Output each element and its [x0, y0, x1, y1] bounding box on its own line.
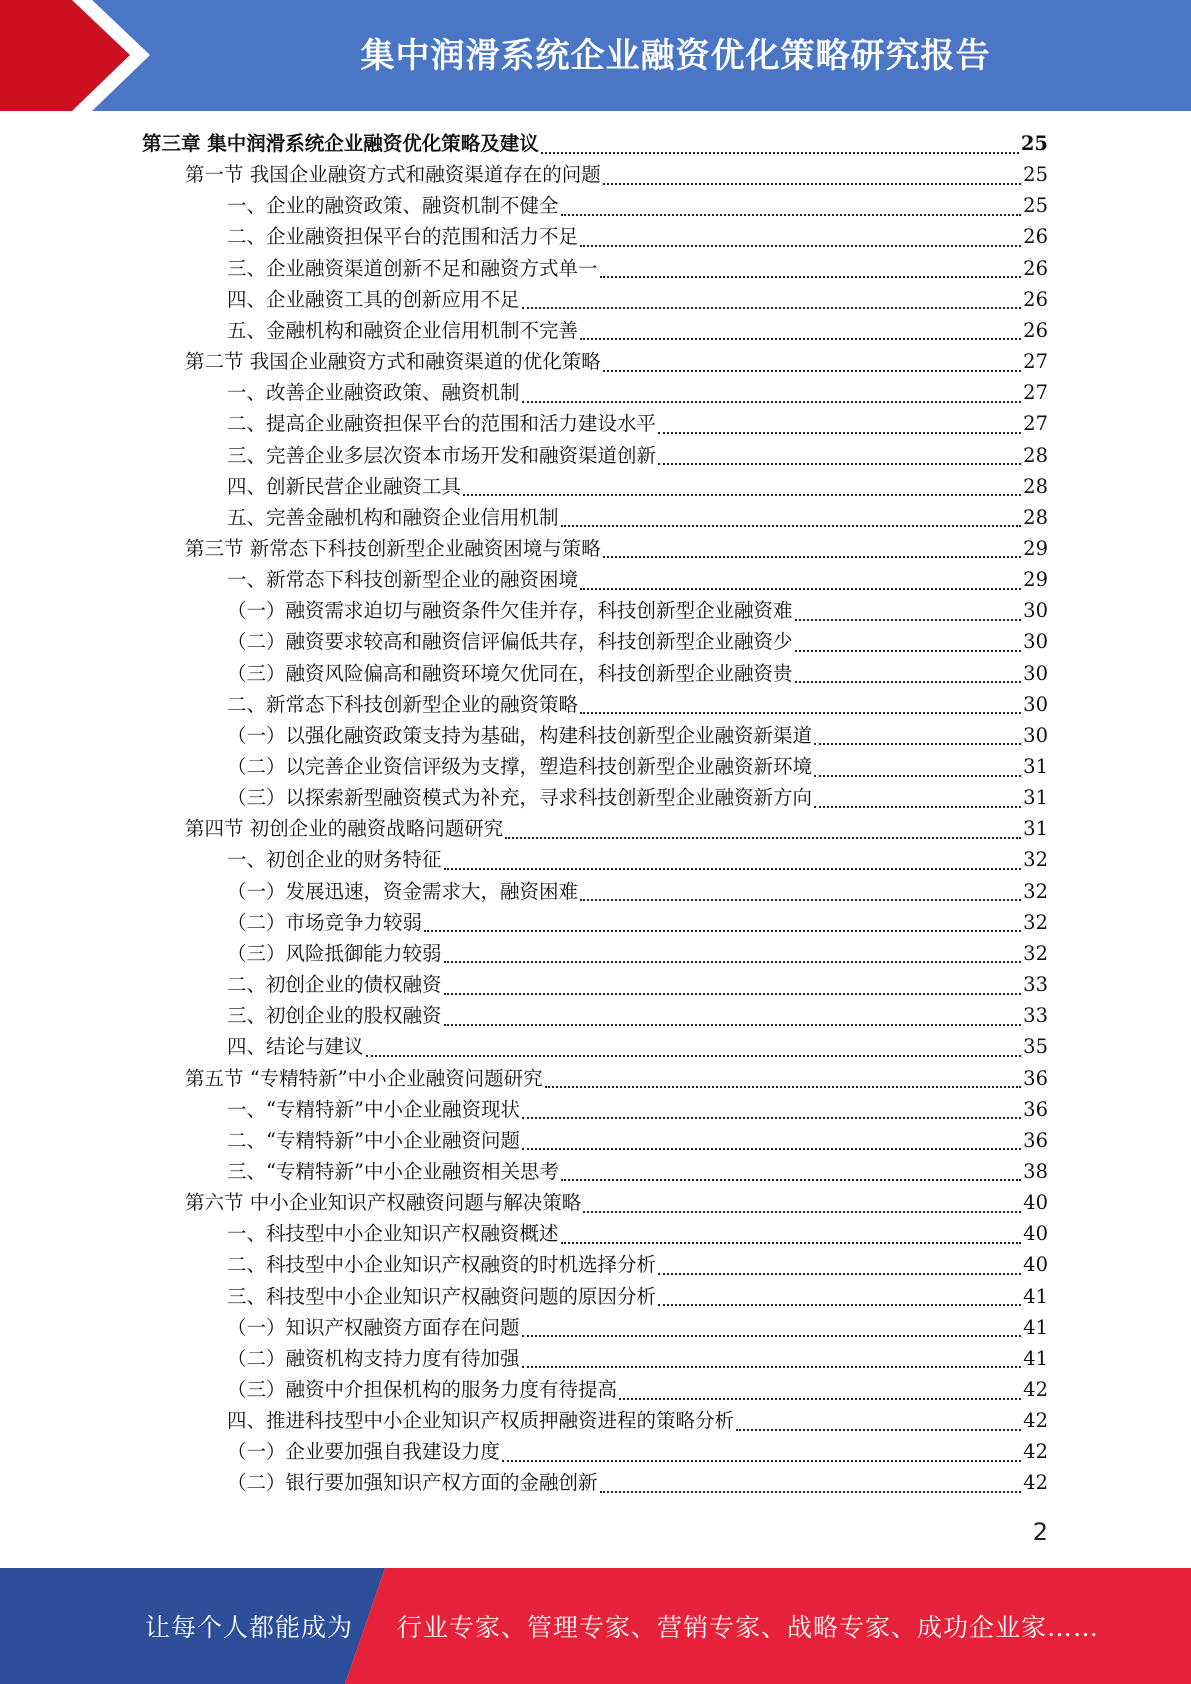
toc-subsection-entry[interactable]	[227, 1156, 1048, 1187]
toc-entry-title: （二）融资要求较高和融资信评偏低共存，科技创新型企业融资少	[227, 630, 793, 654]
toc-subsection-entry[interactable]	[227, 190, 1048, 221]
toc-entry-title: （三）融资风险偏高和融资环境欠优同在，科技创新型企业融资贵	[227, 661, 793, 685]
toc-entry-title: 二、“专精特新”中小企业融资问题	[227, 1128, 520, 1152]
toc-dot-leader	[658, 432, 1021, 434]
toc-dot-leader	[658, 463, 1021, 465]
toc-entry-title: （二）银行要加强知识产权方面的金融创新	[227, 1471, 598, 1495]
toc-entry-title: （二）以完善企业资信评级为支撑，塑造科技创新型企业融资新环境	[227, 755, 813, 778]
toc-entry-page: 25	[1023, 163, 1048, 187]
toc-dot-leader	[814, 806, 1021, 808]
toc-entry-page: 31	[1023, 755, 1048, 778]
toc-entry-page: 41	[1023, 1346, 1048, 1370]
toc-dot-leader	[580, 712, 1021, 714]
toc-entry-page: 30	[1023, 661, 1048, 685]
toc-entry-title: （三）以探索新型融资模式为补充，寻求科技创新型企业融资新方向	[227, 786, 813, 810]
toc-subsection-entry[interactable]	[227, 440, 1048, 471]
toc-entry-page: 42	[1023, 1409, 1048, 1433]
toc-entry-title: 第一节 我国企业融资方式和融资渠道存在的问题	[185, 163, 601, 187]
toc-dot-leader	[795, 650, 1022, 652]
toc-subsection-entry[interactable]	[227, 876, 1048, 907]
toc-entry-title: 第二节 我国企业融资方式和融资渠道的优化策略	[185, 350, 601, 374]
toc-entry-page: 42	[1023, 1471, 1048, 1495]
toc-entry-page: 33	[1023, 1004, 1048, 1028]
toc-dot-leader	[583, 1211, 1021, 1213]
toc-dot-leader	[580, 245, 1021, 247]
toc-dot-leader	[561, 214, 1022, 216]
page-header	[0, 0, 1191, 111]
toc-entry-title: 一、改善企业融资政策、融资机制	[227, 381, 520, 405]
toc-subsection-entry[interactable]	[227, 782, 1048, 813]
toc-entry-page: 28	[1023, 505, 1048, 529]
toc-entry-page: 27	[1023, 381, 1048, 405]
toc-entry-title: 一、“专精特新”中小企业融资现状	[227, 1097, 520, 1121]
toc-dot-leader	[561, 1242, 1022, 1244]
toc-dot-leader	[561, 1179, 1021, 1181]
toc-entry-page: 40	[1023, 1191, 1048, 1215]
toc-entry-title: （二）融资机构支持力度有待加强	[227, 1346, 520, 1370]
toc-entry-page: 32	[1023, 910, 1048, 934]
toc-entry-title: 一、科技型中小企业知识产权融资概述	[227, 1222, 559, 1246]
toc-subsection-entry[interactable]	[227, 253, 1048, 284]
toc-entry-page: 28	[1023, 443, 1048, 467]
toc-entry-title: （一）企业要加强自我建设力度	[227, 1440, 501, 1464]
toc-entry-page: 29	[1023, 568, 1048, 592]
toc-subsection-entry[interactable]	[227, 1467, 1048, 1498]
toc-subsection-entry[interactable]	[227, 907, 1048, 938]
toc-chapter-entry[interactable]	[142, 128, 1048, 159]
toc-entry-page: 30	[1023, 692, 1048, 716]
toc-subsection-entry[interactable]	[227, 1343, 1048, 1374]
footer-slogan-right: 行业专家、管理专家、营销专家、战略专家、成功企业家……	[397, 1613, 1100, 1642]
toc-entry-title: 三、企业融资渠道创新不足和融资方式单一	[227, 256, 598, 280]
toc-entry-page: 31	[1023, 817, 1048, 841]
toc-dot-leader	[561, 525, 1022, 527]
page-number: 2	[1032, 1518, 1048, 1546]
toc-subsection-entry[interactable]	[227, 408, 1048, 439]
toc-dot-leader	[603, 183, 1021, 185]
toc-entry-title: 五、金融机构和融资企业信用机制不完善	[227, 318, 579, 342]
toc-entry-page: 27	[1023, 350, 1048, 374]
toc-dot-leader	[502, 1460, 1021, 1462]
toc-dot-leader	[736, 1429, 1021, 1431]
toc-entry-page: 30	[1023, 599, 1048, 623]
toc-entry-page: 41	[1023, 1315, 1048, 1339]
toc-subsection-entry[interactable]	[227, 658, 1048, 689]
toc-section-entry[interactable]	[185, 1187, 1048, 1218]
toc-subsection-entry[interactable]	[227, 1249, 1048, 1280]
toc-dot-leader	[580, 899, 1021, 901]
toc-entry-title: （二）市场竞争力较弱	[227, 910, 423, 934]
toc-dot-leader	[444, 868, 1022, 870]
toc-subsection-entry[interactable]	[227, 689, 1048, 720]
toc-subsection-entry[interactable]	[227, 1405, 1048, 1436]
toc-entry-title: （一）融资需求迫切与融资条件欠佳并存，科技创新型企业融资难	[227, 599, 793, 623]
toc-entry-title: 一、新常态下科技创新型企业的融资困境	[227, 568, 579, 592]
toc-entry-title: 五、完善金融机构和融资企业信用机制	[227, 505, 559, 529]
toc-entry-page: 41	[1023, 1284, 1048, 1308]
toc-subsection-entry[interactable]	[227, 377, 1048, 408]
toc-dot-leader	[522, 401, 1022, 403]
toc-entry-title: 二、企业融资担保平台的范围和活力不足	[227, 225, 579, 249]
toc-subsection-entry[interactable]	[227, 938, 1048, 969]
toc-entry-page: 29	[1023, 536, 1048, 560]
toc-entry-title: 第三节 新常态下科技创新型企业融资困境与策略	[185, 536, 601, 560]
toc-entry-title: 四、推进科技型中小企业知识产权质押融资进程的策略分析	[227, 1409, 735, 1433]
toc-subsection-entry[interactable]	[227, 1218, 1048, 1249]
toc-dot-leader	[814, 775, 1021, 777]
toc-subsection-entry[interactable]	[227, 284, 1048, 315]
toc-entry-page: 25	[1023, 194, 1048, 218]
toc-entry-page: 26	[1023, 287, 1048, 311]
toc-section-entry[interactable]	[185, 533, 1048, 564]
toc-subsection-entry[interactable]	[227, 844, 1048, 875]
toc-dot-leader	[505, 837, 1021, 839]
toc-entry-title: （一）发展迅速，资金需求大，融资困难	[227, 879, 579, 903]
toc-dot-leader	[658, 1273, 1021, 1275]
toc-subsection-entry[interactable]	[227, 1000, 1048, 1031]
toc-entry-title: 第六节 中小企业知识产权融资问题与解决策略	[185, 1191, 582, 1215]
toc-entry-title: （三）风险抵御能力较弱	[227, 941, 442, 965]
toc-entry-page: 30	[1023, 630, 1048, 654]
toc-entry-page: 36	[1023, 1128, 1048, 1152]
report-title: 集中润滑系统企业融资优化策略研究报告	[360, 35, 991, 76]
toc-entry-title: 二、新常态下科技创新型企业的融资策略	[227, 692, 579, 716]
toc-subsection-entry[interactable]	[227, 315, 1048, 346]
toc-entry-page: 33	[1023, 973, 1048, 997]
toc-entry-title: 三、科技型中小企业知识产权融资问题的原因分析	[227, 1284, 657, 1308]
toc-entry-page: 38	[1023, 1159, 1048, 1183]
toc-subsection-entry[interactable]	[227, 221, 1048, 252]
toc-subsection-entry[interactable]	[227, 626, 1048, 657]
toc-subsection-entry[interactable]	[227, 1125, 1048, 1156]
toc-entry-title: 四、企业融资工具的创新应用不足	[227, 287, 520, 311]
toc-dot-leader	[603, 556, 1021, 558]
toc-dot-leader	[444, 961, 1022, 963]
toc-entry-page: 42	[1023, 1378, 1048, 1401]
toc-dot-leader	[658, 1304, 1021, 1306]
toc-entry-title: （三）融资中介担保机构的服务力度有待提高	[227, 1378, 618, 1401]
toc-dot-leader	[619, 1398, 1021, 1400]
toc-dot-leader	[424, 930, 1021, 932]
toc-subsection-entry[interactable]	[227, 720, 1048, 751]
toc-dot-leader	[366, 1055, 1022, 1057]
toc-dot-leader	[795, 619, 1022, 621]
toc-subsection-entry[interactable]	[227, 1436, 1048, 1467]
toc-entry-page: 40	[1023, 1222, 1048, 1246]
toc-entry-page: 26	[1023, 256, 1048, 280]
toc-subsection-entry[interactable]	[227, 1281, 1048, 1312]
toc-entry-page: 26	[1023, 318, 1048, 342]
toc-entry-page: 26	[1023, 225, 1048, 249]
toc-entry-page: 32	[1023, 941, 1048, 965]
toc-entry-title: （一）以强化融资政策支持为基础，构建科技创新型企业融资新渠道	[227, 723, 813, 747]
toc-dot-leader	[522, 1335, 1022, 1337]
toc-entry-title: 三、“专精特新”中小企业融资相关思考	[227, 1159, 559, 1183]
toc-entry-page: 30	[1023, 723, 1048, 747]
toc-dot-leader	[444, 993, 1022, 995]
toc-section-entry[interactable]	[185, 1063, 1048, 1094]
toc-entry-page: 32	[1023, 879, 1048, 903]
toc-entry-title: 二、初创企业的债权融资	[227, 973, 442, 997]
toc-section-entry[interactable]	[185, 813, 1048, 844]
toc-dot-leader	[545, 1086, 1022, 1088]
toc-subsection-entry[interactable]	[227, 502, 1048, 533]
footer-slogan-left: 让每个人都能成为	[145, 1613, 354, 1642]
toc-entry-title: 四、结论与建议	[227, 1035, 364, 1059]
toc-dot-leader	[603, 370, 1021, 372]
toc-entry-page: 31	[1023, 786, 1048, 810]
toc-entry-title: 三、初创企业的股权融资	[227, 1004, 442, 1028]
toc-entry-page: 28	[1023, 474, 1048, 498]
toc-entry-title: 四、创新民营企业融资工具	[227, 474, 462, 498]
toc-entry-page: 35	[1023, 1035, 1048, 1059]
toc-entry-title: 一、企业的融资政策、融资机制不健全	[227, 194, 559, 218]
toc-dot-leader	[814, 743, 1021, 745]
toc-dot-leader	[600, 1491, 1022, 1493]
toc-dot-leader	[522, 1117, 1021, 1119]
toc-entry-page: 25	[1020, 132, 1048, 155]
toc-subsection-entry[interactable]	[227, 1374, 1048, 1405]
toc-section-entry[interactable]	[185, 159, 1048, 190]
toc-dot-leader	[522, 1366, 1022, 1368]
toc-entry-page: 40	[1023, 1253, 1048, 1277]
toc-subsection-entry[interactable]	[227, 1094, 1048, 1125]
toc-dot-leader	[522, 307, 1022, 309]
page-footer	[0, 1568, 1191, 1684]
toc-dot-leader	[580, 588, 1021, 590]
toc-dot-leader	[541, 152, 1019, 154]
toc-subsection-entry[interactable]	[227, 471, 1048, 502]
toc-subsection-entry[interactable]	[227, 751, 1048, 782]
toc-entry-page: 32	[1023, 848, 1048, 872]
toc-dot-leader	[795, 681, 1022, 683]
toc-entry-page: 36	[1023, 1066, 1048, 1090]
toc-entry-title: 三、完善企业多层次资本市场开发和融资渠道创新	[227, 443, 657, 467]
toc-section-entry[interactable]	[185, 346, 1048, 377]
toc-entry-title: 二、科技型中小企业知识产权融资的时机选择分析	[227, 1253, 657, 1277]
toc-subsection-entry[interactable]	[227, 1312, 1048, 1343]
toc-entry-page: 42	[1023, 1440, 1048, 1464]
toc-dot-leader	[463, 494, 1021, 496]
toc-entry-title: （一）知识产权融资方面存在问题	[227, 1315, 520, 1339]
toc-dot-leader	[522, 1148, 1021, 1150]
toc-subsection-entry[interactable]	[227, 1031, 1048, 1062]
toc-subsection-entry[interactable]	[227, 564, 1048, 595]
toc-entry-page: 27	[1023, 412, 1048, 436]
toc-entry-title: 第三章 集中润滑系统企业融资优化策略及建议	[142, 132, 539, 155]
toc-entry-page: 36	[1023, 1097, 1048, 1121]
toc-entry-title: 一、初创企业的财务特征	[227, 848, 442, 872]
toc-entry-title: 第五节 “专精特新”中小企业融资问题研究	[185, 1066, 543, 1090]
toc-subsection-entry[interactable]	[227, 969, 1048, 1000]
toc-dot-leader	[444, 1024, 1022, 1026]
toc-dot-leader	[580, 338, 1021, 340]
toc-entry-title: 二、提高企业融资担保平台的范围和活力建设水平	[227, 412, 657, 436]
toc-subsection-entry[interactable]	[227, 595, 1048, 626]
toc-entry-title: 第四节 初创企业的融资战略问题研究	[185, 817, 504, 841]
toc-dot-leader	[600, 276, 1022, 278]
